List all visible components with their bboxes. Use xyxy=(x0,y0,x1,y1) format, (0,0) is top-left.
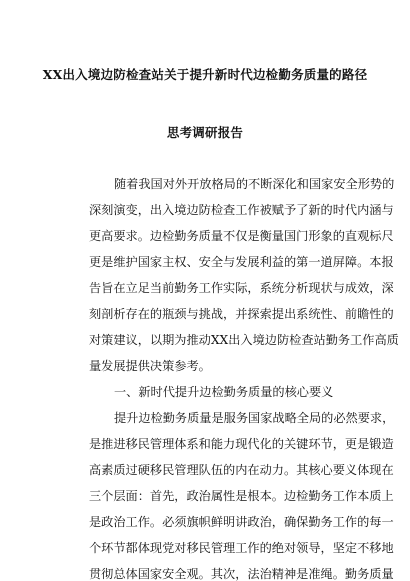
paragraph-line: 量发展提供决策参考。 xyxy=(89,359,211,373)
document-subtitle: 思考调研报告 xyxy=(166,125,244,140)
paragraph-line: 是推进移民管理体系和能力现代化的关键环节，更是锻造 xyxy=(89,437,394,451)
paragraph-line: 三个层面：首先，政治属性是根本。边检勤务工作本质上 xyxy=(89,489,394,503)
paragraph-line: 是政治工作。必须旗帜鲜明讲政治，确保勤务工作的每一 xyxy=(89,515,394,529)
paragraph-line: 提升边检勤务质量是服务国家战略全局的必然要求， xyxy=(114,411,395,425)
paragraph-line: 高素质过硬移民管理队伍的内在动力。其核心要义体现在 xyxy=(89,463,394,477)
paragraph-line: 更高要求。边检勤务质量不仅是衡量国门形象的直观标尺 xyxy=(89,229,394,243)
paragraph-line: 对策建议，以期为推动XX出入境边防检查站勤务工作高质 xyxy=(89,333,399,347)
paragraph-line: 个环节都体现党对移民管理工作的绝对领导，坚定不移地 xyxy=(89,541,394,555)
paragraph-line: 告旨在立足当前勤务工作实际，系统分析现状与成效，深 xyxy=(89,281,394,295)
section-heading: 一、新时代提升边检勤务质量的核心要义 xyxy=(114,385,334,399)
paragraph-line: 更是维护国家主权、安全与发展利益的第一道屏障。本报 xyxy=(89,255,394,269)
paragraph-line: 深刻演变，出入境边防检查工作被赋予了新的时代内涵与 xyxy=(89,203,394,217)
paragraph-line: 随着我国对外开放格局的不断深化和国家安全形势的 xyxy=(114,177,395,191)
paragraph-line: 贯彻总体国家安全观。其次，法治精神是准绳。勤务质量 xyxy=(89,567,394,581)
document-title: XX出入境边防检查站关于提升新时代边检勤务质量的路径 xyxy=(42,67,368,82)
paragraph-line: 刻剖析存在的瓶颈与挑战，并探索提出系统性、前瞻性的 xyxy=(89,307,394,321)
